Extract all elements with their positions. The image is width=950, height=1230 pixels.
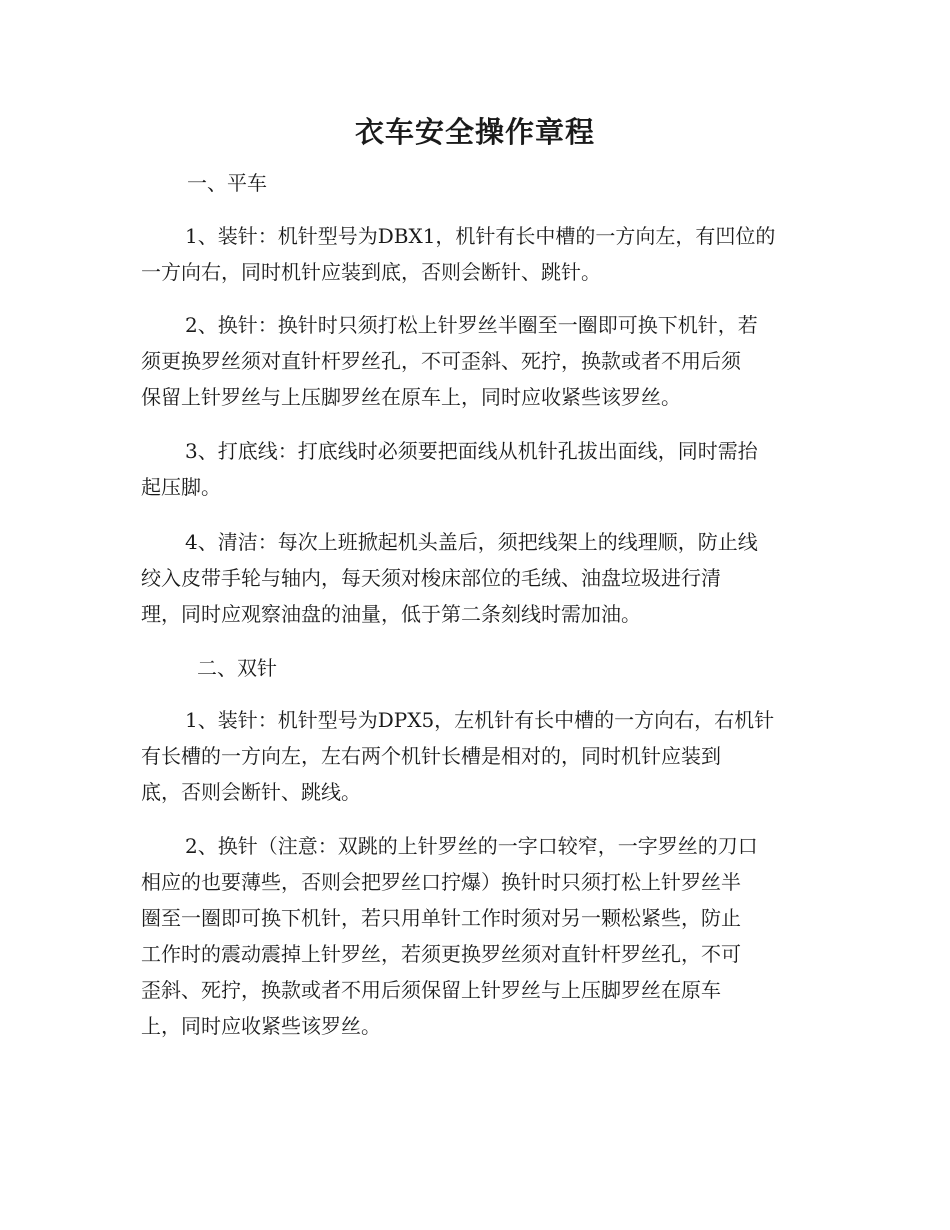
paragraph — [141, 218, 821, 290]
paragraph — [141, 828, 821, 1044]
paragraph-line: 保留上针罗丝与上压脚罗丝在原车上，同时应收紧些该罗丝。 — [141, 385, 681, 409]
paragraph-line: 须更换罗丝须对直针杆罗丝孔，不可歪斜、死拧，换款或者不用后须 — [141, 349, 741, 373]
paragraph-line: 2、换针：换针时只须打松上针罗丝半圈至一圈即可换下机针，若 — [185, 313, 758, 337]
paragraph-line: 相应的也要薄些，否则会把罗丝口拧爆）换针时只须打松上针罗丝半 — [141, 870, 741, 894]
paragraph — [141, 307, 821, 415]
paragraph-line: 3、打底线：打底线时必须要把面线从机针孔拔出面线，同时需抬 — [185, 439, 758, 463]
paragraph-line: 圈至一圈即可换下机针，若只用单针工作时须对另一颗松紧些，防止 — [141, 906, 741, 930]
paragraph-line: 起压脚。 — [141, 475, 221, 499]
paragraph-line: 歪斜、死拧，换款或者不用后须保留上针罗丝与上压脚罗丝在原车 — [141, 978, 721, 1002]
document-title: 衣车安全操作章程 — [354, 115, 595, 149]
paragraph-line: 2、换针（注意：双跳的上针罗丝的一字口较窄，一字罗丝的刀口 — [185, 834, 758, 858]
paragraph-line: 一方向右，同时机针应装到底，否则会断针、跳针。 — [141, 260, 601, 284]
paragraph-line: 理，同时应观察油盘的油量，低于第二条刻线时需加油。 — [141, 602, 641, 626]
paragraph — [141, 702, 821, 810]
paragraph — [141, 524, 821, 632]
paragraph — [141, 433, 821, 505]
section-heading-pingche: 一、平车 — [187, 171, 267, 195]
paragraph-line: 绞入皮带手轮与轴内，每天须对梭床部位的毛绒、油盘垃圾进行清 — [141, 566, 721, 590]
paragraph-line: 底，否则会断针、跳线。 — [141, 780, 361, 804]
paragraph-line: 工作时的震动震掉上针罗丝，若须更换罗丝须对直针杆罗丝孔，不可 — [141, 942, 741, 966]
paragraph-line: 有长槽的一方向左，左右两个机针长槽是相对的，同时机针应装到 — [141, 744, 721, 768]
section-heading-shuangzhen: 二、双针 — [197, 656, 277, 680]
paragraph-line: 1、装针：机针型号为DBX1，机针有长中槽的一方向左，有凹位的 — [185, 224, 776, 248]
paragraph-line: 上，同时应收紧些该罗丝。 — [141, 1014, 381, 1038]
paragraph-line: 1、装针：机针型号为DPX5，左机针有长中槽的一方向右，右机针 — [185, 708, 775, 732]
paragraph-line: 4、清洁：每次上班掀起机头盖后，须把线架上的线理顺，防止线 — [185, 530, 758, 554]
